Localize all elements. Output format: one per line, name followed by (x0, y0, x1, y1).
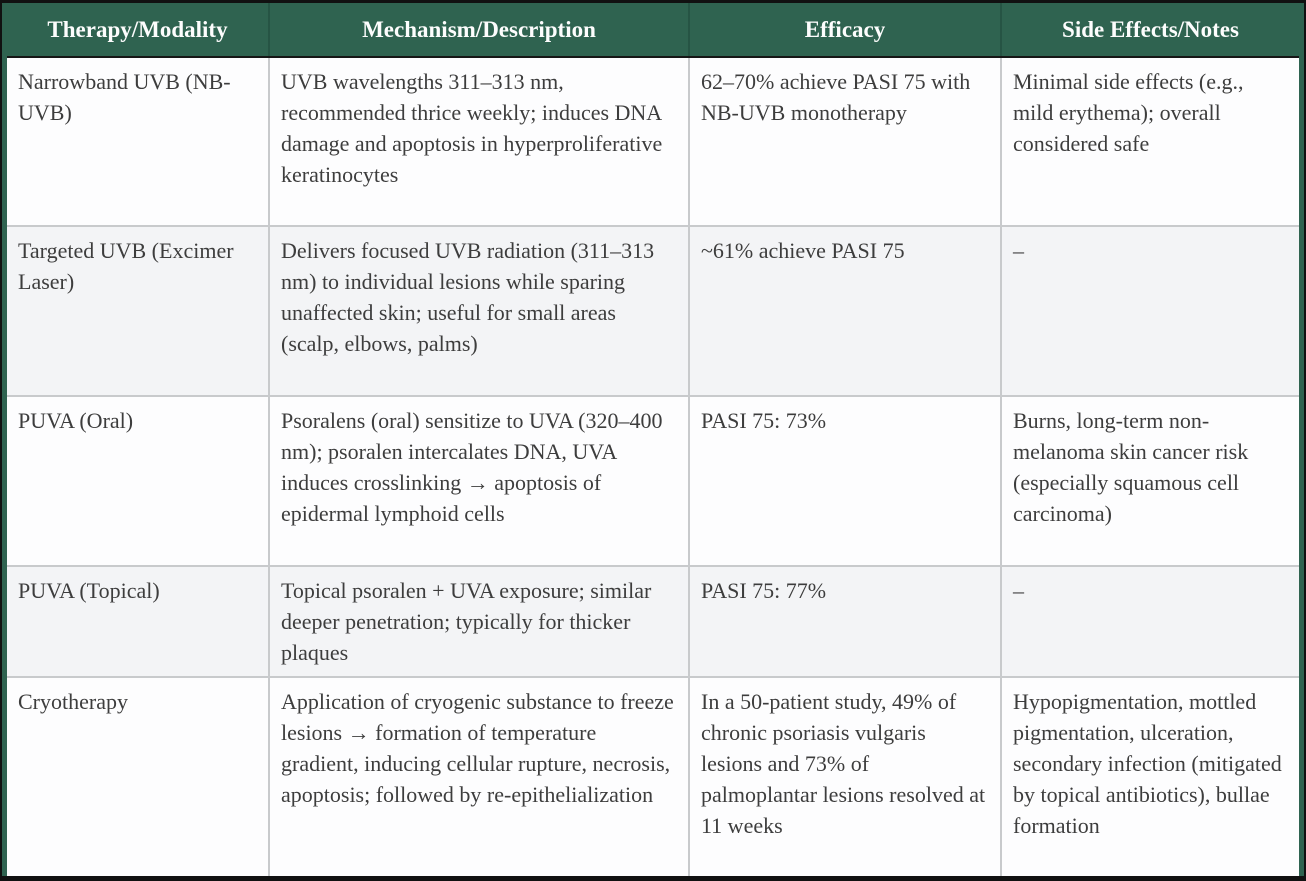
cell-efficacy: PASI 75: 73% (689, 396, 1001, 566)
cell-side-effects: – (1001, 566, 1299, 677)
cell-mechanism: UVB wavelengths 311–313 nm, recommended thrice weekly; induces DNA damage and apoptosis in hyperproliferative keratinocytes (269, 57, 689, 226)
cell-mechanism: Application of cryogenic substance to freeze lesions → formation of temperature gradient, inducing cellular rupture, necrosis, apoptosis; followed by re-epithelialization (269, 677, 689, 876)
cell-side-effects: Hypopigmentation, mottled pigmentation, ulceration, secondary infection (mitigated by topical antibiotics), bullae formation (1001, 677, 1299, 876)
table-row-puva-topical (7, 566, 1299, 677)
table-header (7, 3, 1299, 57)
cell-side-effects: Burns, long-term non-melanoma skin cancer risk (especially squamous cell carcinoma) (1001, 396, 1299, 566)
therapy-table-inner (2, 3, 1304, 876)
cell-efficacy: PASI 75: 77% (689, 566, 1001, 677)
therapy-comparison-table (7, 3, 1299, 876)
cell-therapy: PUVA (Topical) (7, 566, 269, 677)
cell-mechanism: Psoralens (oral) sensitize to UVA (320–400 nm); psoralen intercalates DNA, UVA induces crosslinking → apoptosis of epidermal lymphoid cells (269, 396, 689, 566)
cell-therapy: Targeted UVB (Excimer Laser) (7, 226, 269, 397)
cell-efficacy: In a 50-patient study, 49% of chronic psoriasis vulgaris lesions and 73% of palmoplantar lesions resolved at 11 weeks (689, 677, 1001, 876)
header-cell-therapy: Therapy/Modality (7, 3, 269, 57)
header-cell-side-effects: Side Effects/Notes (1001, 3, 1299, 57)
table-body (7, 57, 1299, 876)
table-row-targeted-uvb (7, 226, 1299, 397)
cell-side-effects: Minimal side effects (e.g., mild erythema); overall considered safe (1001, 57, 1299, 226)
cell-therapy: Cryotherapy (7, 677, 269, 876)
cell-side-effects: – (1001, 226, 1299, 397)
cell-efficacy: ~61% achieve PASI 75 (689, 226, 1001, 397)
table-row-cryotherapy (7, 677, 1299, 876)
header-cell-efficacy: Efficacy (689, 3, 1001, 57)
cell-efficacy: 62–70% achieve PASI 75 with NB-UVB monotherapy (689, 57, 1001, 226)
table-row-nb-uvb (7, 57, 1299, 226)
header-cell-mechanism: Mechanism/Description (269, 3, 689, 57)
cell-mechanism: Topical psoralen + UVA exposure; similar deeper penetration; typically for thicker plaques (269, 566, 689, 677)
header-row (7, 3, 1299, 57)
cell-therapy: Narrowband UVB (NB-UVB) (7, 57, 269, 226)
cell-therapy: PUVA (Oral) (7, 396, 269, 566)
cell-mechanism: Delivers focused UVB radiation (311–313 nm) to individual lesions while sparing unaffected skin; useful for small areas (scalp, elbows, palms) (269, 226, 689, 397)
table-row-puva-oral (7, 396, 1299, 566)
